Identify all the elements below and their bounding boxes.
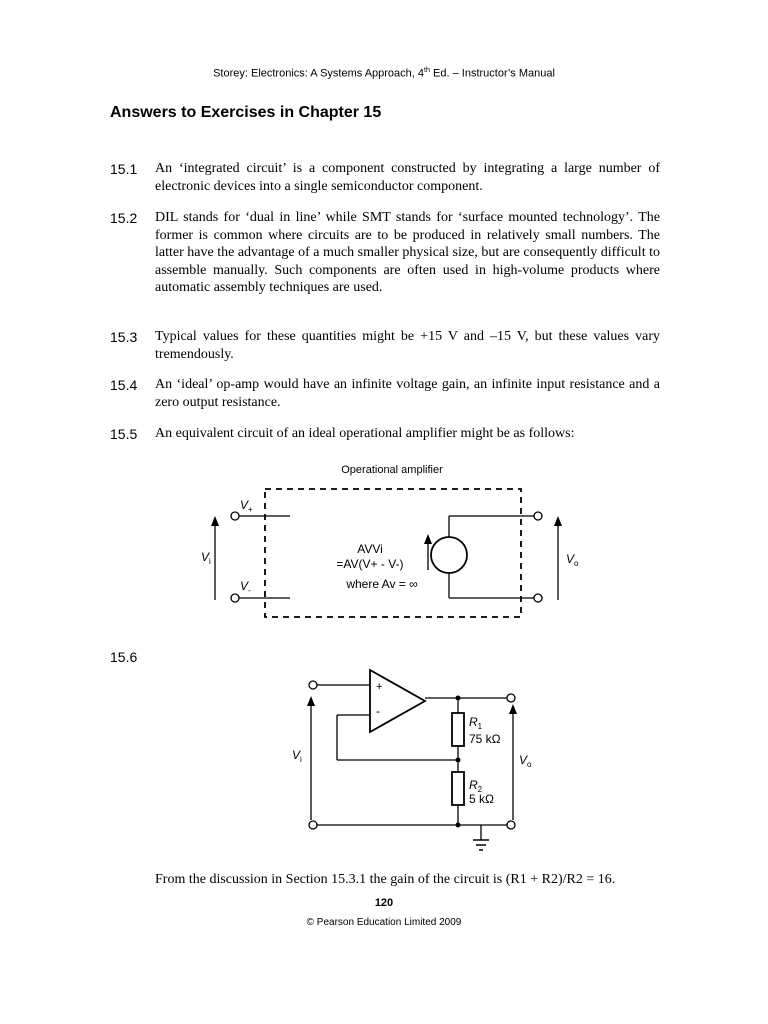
label-vo: $V_o$ <box>566 552 579 568</box>
page-number: 120 <box>374 897 394 909</box>
arrow-head <box>509 704 517 714</box>
input-terminal <box>309 681 317 689</box>
header-superscript: th <box>424 66 430 74</box>
exercise-number: 15.4 <box>110 377 138 393</box>
exercise-number: 15.5 <box>110 426 138 442</box>
value-r1: 75 kΩ <box>469 732 501 746</box>
ground-terminal-right <box>507 821 515 829</box>
exercise-number: 15.3 <box>110 329 138 345</box>
exercise-answer: DIL stands for ‘dual in line’ while SMT stands for ‘surface mounted technology’. The former is common where circuits are to be produced in relatively small numbers. The latter have the advantage of a much smaller physical size, but are consequently difficult to assemble manually. Such components are often used in high-volume products where automatic assembly techniques are used. <box>155 210 660 296</box>
label-r2: $R_2$ <box>469 778 483 794</box>
exercise-number: 15.6 <box>110 649 138 665</box>
output-terminal <box>507 694 515 702</box>
op-amp-symbol <box>370 670 425 732</box>
copyright-footer: © Pearson Education Limited 2009 <box>306 917 462 928</box>
label-v-minus: $V_-$ <box>240 579 251 595</box>
label-vi: $V_i$ <box>292 748 302 764</box>
gain-conclusion: From the discussion in Section 15.3.1 the gain of the circuit is (R1 + R2)/R2 = 16. <box>155 872 616 887</box>
plus-input-label: + <box>376 681 383 693</box>
page-title: Answers to Exercises in Chapter 15 <box>110 104 382 121</box>
exercise-answer: An ‘integrated circuit’ is a component constructed by integrating a large number of electronic devices into a single semiconductor component. <box>155 161 660 194</box>
label-r1: $R_1$ <box>469 715 483 731</box>
ground-icon <box>473 840 489 850</box>
resistor-r1 <box>452 713 464 746</box>
exercise-number: 15.1 <box>110 161 138 177</box>
arrow-head <box>307 696 315 706</box>
header-text: Storey: Electronics: A Systems Approach, 4 <box>213 67 425 80</box>
gain-condition: where Av = ∞ <box>346 577 418 591</box>
ground-terminal-left <box>309 821 317 829</box>
exercise-answer: An equivalent circuit of an ideal operational amplifier might be as follows: <box>155 426 575 441</box>
gain-expression: AVVi <box>357 542 383 556</box>
value-r2: 5 kΩ <box>469 792 494 806</box>
header-text-end: Ed. – Instructor’s Manual <box>429 67 555 80</box>
gain-expression-2: =AV(V+ - V-) <box>336 557 404 571</box>
label-vi: $V_i$ <box>201 550 211 566</box>
figure-caption: Operational amplifier <box>341 464 443 476</box>
exercise-answer: An ‘ideal’ op-amp would have an infinite voltage gain, an infinite input resistance and a zero output resistance. <box>155 377 660 410</box>
minus-input-label: - <box>376 704 380 718</box>
exercise-answer: Typical values for these quantities might be +15 V and –15 V, but these values vary tremendously. <box>155 329 660 362</box>
label-v-plus: $V_+$ <box>240 498 253 514</box>
resistor-r2 <box>452 772 464 805</box>
exercise-number: 15.2 <box>110 210 138 226</box>
label-vo: $V_o$ <box>519 753 532 769</box>
